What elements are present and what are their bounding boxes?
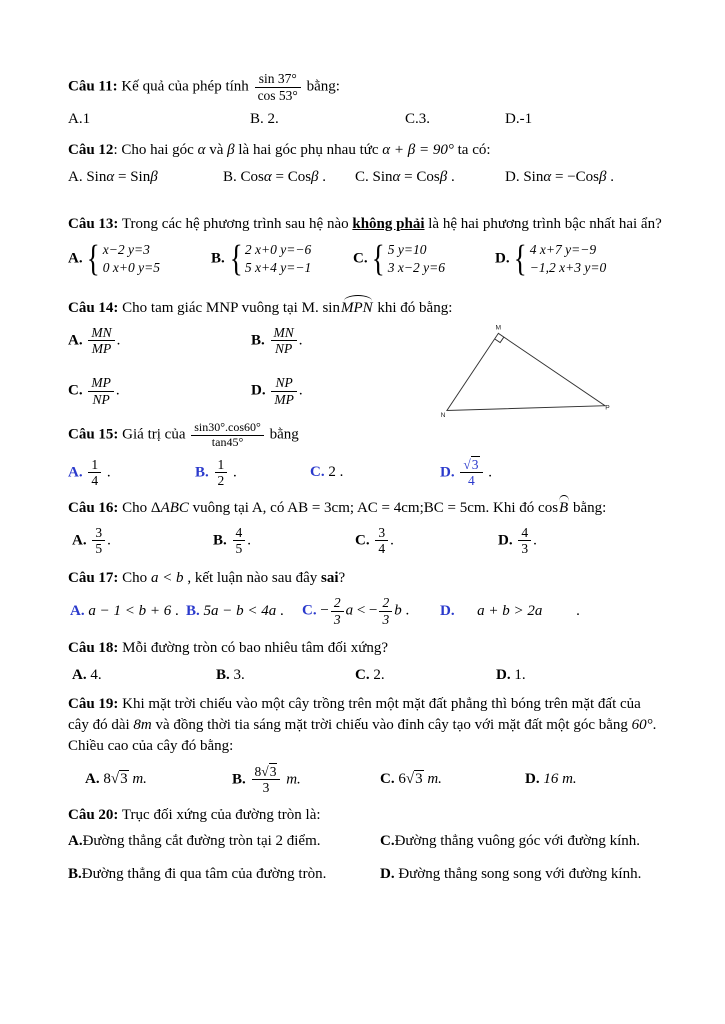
question-13-options xyxy=(68,238,663,280)
option-label: A. xyxy=(72,666,87,683)
question-13-stem: Câu 13: Trong các hệ phương trình sau hệ nào không phải là hệ hai phương trình bậc nhất hai ẩn? xyxy=(68,215,662,232)
question-17-option-A: A. a − 1 < b + 6 . xyxy=(70,602,179,619)
fraction: $\frac{√3}{4}$ xyxy=(460,457,482,489)
question-20-options xyxy=(68,831,663,886)
fraction: $\frac{1}{2}$ xyxy=(215,457,228,489)
fraction: $\frac{8√3}{3}$ xyxy=(252,764,281,796)
question-20-option-A: A.Đường thẳng cắt đường tròn tại 2 điểm. xyxy=(68,833,321,850)
fraction: $\frac{MN}{NP}$ xyxy=(271,325,297,357)
option-label: D. xyxy=(498,532,513,549)
question-19-option-B: B. $\frac{8√3}{3}$ m. xyxy=(232,763,301,796)
question-14-option-A: A. $\frac{MN}{MP}$ . xyxy=(68,324,121,357)
option-label: C. xyxy=(68,382,83,399)
question-18-option-A: A. 4. xyxy=(72,666,102,683)
equation-line: 5 x+4 y=−1 xyxy=(244,260,312,276)
question-15-options xyxy=(68,456,663,490)
question-17-option-B: B. 5a − b < 4a . xyxy=(186,602,284,619)
sqrt-expression: √3 xyxy=(405,771,423,788)
fraction: $\frac{4}{5}$ xyxy=(233,525,246,557)
option-label: A. xyxy=(70,602,85,619)
question-12 xyxy=(68,140,663,188)
question-11-stem: Câu 11: Kế quả của phép tính $\frac{\sin 37^\circ}{\cos 53^\circ}$ bằng: xyxy=(68,71,340,103)
option-label: C. xyxy=(405,111,419,128)
option-label: D. xyxy=(525,771,540,788)
option-label: C. xyxy=(380,771,395,788)
option-label: C. xyxy=(353,250,368,267)
option-label: A. xyxy=(68,168,83,185)
question-11-option-D: D.-1 xyxy=(505,111,533,128)
option-label: D. xyxy=(251,382,266,399)
question-14-option-C: C. $\frac{MP}{NP}$ . xyxy=(68,374,120,407)
option-label: C. xyxy=(310,463,325,480)
question-18-option-B: B. 3. xyxy=(216,666,245,683)
question-19-stem: Câu 19: Khi mặt trời chiếu vào một cây trồng trên một mặt đất phẳng thì bóng trên mặt đất của cây đó dài 8m và đồng thời tia sáng mặt trời chiếu vào đỉnh cây tạo với mặt đất một góc bằng 60°. Chiều cao của cây đó bằng: xyxy=(68,695,657,755)
option-label: A. xyxy=(85,771,100,788)
question-14-option-D: D. $\frac{NP}{MP}$ . xyxy=(251,374,303,407)
option-label: B. xyxy=(216,666,230,683)
equation-system xyxy=(86,238,160,280)
option-label: B. xyxy=(223,168,237,185)
option-label: B. xyxy=(68,866,82,883)
option-label: D. xyxy=(440,602,455,619)
question-12-options xyxy=(68,167,663,188)
option-label: B. xyxy=(211,250,225,267)
vertex-label-right: P xyxy=(605,404,610,412)
fraction: $\frac{3}{5}$ xyxy=(92,525,105,557)
option-label: C. xyxy=(302,602,317,619)
equation-line: 0 x+0 y=5 xyxy=(102,260,160,276)
question-14-option-B: B. $\frac{MN}{NP}$ . xyxy=(251,324,303,357)
question-19-option-C: C. 6√3 m. xyxy=(380,771,442,788)
fraction: $\frac{MN}{MP}$ xyxy=(88,325,114,357)
question-15-option-A: A. $\frac{1}{4}$ . xyxy=(68,456,111,489)
question-15 xyxy=(68,420,663,490)
question-18-option-D: D. 1. xyxy=(496,666,526,683)
question-19 xyxy=(68,694,663,797)
question-16-option-A: A. $\frac{3}{5}$ . xyxy=(72,524,111,557)
fraction: $\frac{1}{4}$ xyxy=(88,457,101,489)
option-label: B. xyxy=(213,532,227,549)
option-label: A. xyxy=(68,332,83,349)
question-11-option-B: B. 2. xyxy=(250,111,279,128)
question-15-stem: Câu 15: Giá trị của $\frac{\sin 30^\circ.\cos 60^\circ}{\tan 45^\circ}$ bằng xyxy=(68,420,299,449)
option-label: D. xyxy=(505,111,520,128)
question-16-stem: Câu 16: Cho ΔABC vuông tại A, có AB = 3cm; AC = 4cm;BC = 5cm. Khi đó cosB bằng: xyxy=(68,496,663,519)
fraction: $\frac{3}{4}$ xyxy=(375,525,388,557)
question-20 xyxy=(68,805,663,886)
equation-line: 4 x+7 y=−9 xyxy=(529,242,597,258)
fraction: $\frac{MP}{NP}$ xyxy=(88,375,114,407)
question-13-option-C xyxy=(353,238,495,280)
option-label: C. xyxy=(380,833,395,850)
question-19-option-D: D. 16 m. xyxy=(525,771,577,788)
option-label: A. xyxy=(68,111,83,128)
fraction: $\frac{2}{3}$ xyxy=(379,595,392,627)
vertex-label-top: M xyxy=(495,324,502,332)
option-label: D. xyxy=(440,464,455,481)
question-15-option-C: C. 2 . xyxy=(310,463,344,480)
question-11-option-A: A.1 xyxy=(68,111,91,128)
question-14 xyxy=(68,296,663,419)
question-11 xyxy=(68,70,663,130)
question-12-stem: Câu 12: Cho hai góc α và β là hai góc phụ nhau tức α + β = 90° ta có: xyxy=(68,142,491,159)
equation-system xyxy=(371,238,445,280)
option-label: A. xyxy=(68,833,83,850)
option-label: C. xyxy=(355,532,370,549)
equation-line: 2 x+0 y=−6 xyxy=(244,242,312,258)
right-angle-mark xyxy=(495,337,504,343)
fraction: $\frac{\sin 37^\circ}{\cos 53^\circ}$ xyxy=(255,71,301,103)
question-12-option-B: B. Cosα = Cosβ . xyxy=(223,168,327,185)
question-13 xyxy=(68,214,663,278)
question-20-option-D: D. Đường thẳng song song với đường kính. xyxy=(380,866,642,883)
equation-line: 3 x−2 y=6 xyxy=(387,260,445,276)
equation-line: 5 y=10 xyxy=(387,242,427,258)
option-label: D. xyxy=(505,168,520,185)
question-12-option-C: C. Sinα = Cosβ . xyxy=(355,168,455,185)
option-label: D. xyxy=(495,250,510,267)
question-18-stem: Câu 18: Mỗi đường tròn có bao nhiêu tâm đối xứng? xyxy=(68,640,388,657)
option-label: C. xyxy=(355,666,370,683)
question-20-option-C: C.Đường thẳng vuông góc với đường kính. xyxy=(380,833,641,850)
brace-glyph: { xyxy=(514,238,528,280)
option-label: A. xyxy=(72,532,87,549)
right-triangle-figure xyxy=(436,320,614,420)
option-label: D. xyxy=(380,866,395,883)
question-17-option-C: C. − $\frac{2}{3}$ a < − $\frac{2}{3}$ b . xyxy=(302,595,410,627)
option-label: B. xyxy=(186,602,200,619)
question-14-stem: Câu 14: Cho tam giác MNP vuông tại M. sinMPN khi đó bằng: xyxy=(68,296,663,319)
question-16-options xyxy=(68,524,663,558)
question-11-option-C: C.3. xyxy=(405,111,431,128)
question-16 xyxy=(68,496,663,558)
option-label: B. xyxy=(232,771,246,788)
question-12-option-D: D. Sinα = −Cosβ . xyxy=(505,168,614,185)
option-label: B. xyxy=(195,464,209,481)
equation-system xyxy=(513,238,607,280)
option-label: B. xyxy=(251,332,265,349)
question-14-options xyxy=(68,324,468,408)
question-13-option-A xyxy=(68,238,211,280)
question-17-stem: Câu 17: Cho a < b , kết luận nào sau đây sai? xyxy=(68,569,346,586)
option-label: C. xyxy=(355,168,369,185)
question-17-option-D: D. a + b > 2a . xyxy=(440,602,580,619)
fraction: $\frac{NP}{MP}$ xyxy=(271,375,297,407)
question-17 xyxy=(68,568,663,628)
brace-glyph: { xyxy=(229,238,243,280)
question-15-option-D: D. $\frac{√3}{4}$ . xyxy=(440,456,493,489)
question-13-option-B xyxy=(211,238,353,280)
question-13-option-D xyxy=(495,238,663,280)
sqrt-expression: √3 xyxy=(110,771,128,788)
question-17-options xyxy=(68,594,663,628)
equation-line: −1,2 x+3 y=0 xyxy=(529,260,607,276)
fraction: $\frac{2}{3}$ xyxy=(331,595,344,627)
question-20-option-B: B.Đường thẳng đi qua tâm của đường tròn. xyxy=(68,866,327,883)
question-16-option-B: B. $\frac{4}{5}$ . xyxy=(213,524,252,557)
wide-hat: B xyxy=(558,496,569,519)
option-label: A. xyxy=(68,464,83,481)
question-18-options xyxy=(68,665,663,686)
question-19-options xyxy=(68,763,663,797)
question-16-option-C: C. $\frac{3}{4}$ . xyxy=(355,524,394,557)
equation-system xyxy=(229,238,312,280)
question-18 xyxy=(68,638,663,686)
question-12-option-A: A. Sinα = Sinβ xyxy=(68,168,158,185)
equation-line: x−2 y=3 xyxy=(102,242,150,258)
option-label: B. xyxy=(250,111,264,128)
question-19-option-A: A. 8√3 m. xyxy=(85,771,147,788)
brace-glyph: { xyxy=(372,238,386,280)
document-body xyxy=(68,70,663,886)
fraction: $\frac{4}{3}$ xyxy=(518,525,531,557)
question-20-stem: Câu 20: Trục đối xứng của đường tròn là: xyxy=(68,806,321,823)
sqrt-expression: √3 xyxy=(261,763,277,779)
question-16-option-D: D. $\frac{4}{3}$ . xyxy=(498,524,537,557)
option-label: A. xyxy=(68,250,83,267)
vertex-label-left: N xyxy=(440,411,446,419)
brace-glyph: { xyxy=(87,238,101,280)
question-15-option-B: B. $\frac{1}{2}$ . xyxy=(195,456,237,489)
fraction: $\frac{\sin 30^\circ.\cos 60^\circ}{\tan 45^\circ}$ xyxy=(191,421,264,450)
wide-hat: MPN xyxy=(340,296,374,319)
question-18-option-C: C. 2. xyxy=(355,666,385,683)
question-11-options xyxy=(68,109,663,130)
option-label: D. xyxy=(496,666,511,683)
sqrt-expression: √3 xyxy=(463,456,479,472)
